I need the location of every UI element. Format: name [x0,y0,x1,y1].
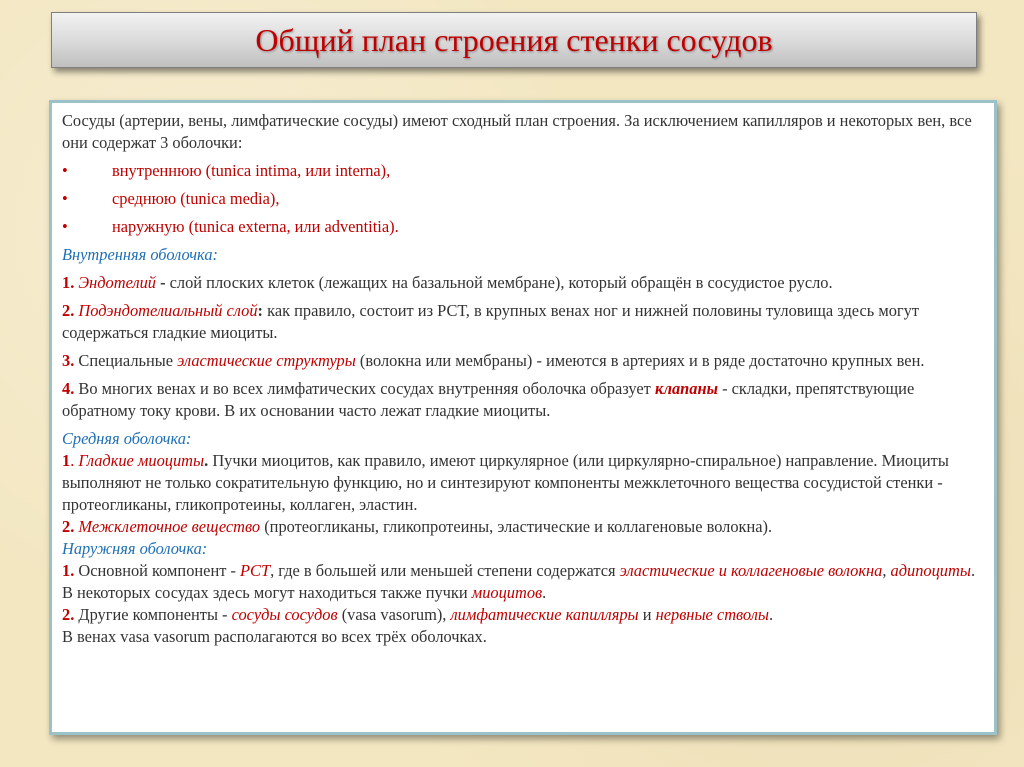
term: лимфатические капилляры [450,605,639,624]
bullet-item [62,216,984,238]
item-number: 1 [62,451,71,470]
term: сосуды сосудов [231,605,338,624]
paragraph-text: . [542,583,547,602]
bullet-icon: • [62,161,68,180]
paragraph-text: , [882,561,891,580]
paragraph-text: Основной компонент - [74,561,241,580]
term: эластические структуры [177,351,356,370]
term: нервные стволы [655,605,769,624]
paragraph-text: (протеогликаны, гликопротеины, эластические и коллагеновые волокна). [260,517,773,536]
paragraph-text: , где в большей или меньшей степени содержатся [270,561,620,580]
inner-paragraph-3 [62,350,984,372]
item-number: 1. [62,561,75,580]
paragraph-text: слой плоских клеток (лежащих на базальной мембране), который обращён в сосудистое русло. [169,273,833,292]
paragraph-text: Во многих венах и во всех лимфатических сосудах внутренняя оболочка образует [74,379,655,398]
inner-paragraph-1 [62,272,984,294]
bullet-text: наружную (tunica externa, или adventitia). [112,217,399,236]
bullet-item [62,188,984,210]
outer-heading: Наружняя оболочка: [62,539,208,558]
item-number: 2. [62,605,75,624]
bullet-text: внутреннюю (tunica intima, или interna), [112,161,391,180]
inner-paragraph-2 [62,300,984,344]
item-number: 2. [62,301,75,320]
item-number: 4. [62,379,75,398]
content-panel [49,100,997,735]
term: РСТ [240,561,271,580]
term: Гладкие миоциты [78,451,205,470]
term: Подэндотелиальный слой [78,301,258,320]
bullet-text: среднюю (tunica media), [112,189,280,208]
bullet-item [62,160,984,182]
separator: . [204,451,209,470]
paragraph-text: (vasa vasorum), [337,605,451,624]
term: Межклеточное вещество [78,517,261,536]
paragraph-text: (волокна или мембраны) - имеются в артериях и в ряде достаточно крупных вен. [355,351,925,370]
outer-paragraph-1 [62,560,984,604]
bullet-icon: • [62,217,68,236]
outer-paragraph-3: В венах vasa vasorum располагаются во всех трёх оболочках. [62,627,487,646]
middle-paragraph-1 [62,450,984,516]
term: миоцитов [471,583,543,602]
paragraph-text: Пучки миоцитов, как правило, имеют циркулярное (или циркулярно-спиральное) направление. Миоциты выполняют не только сократительную функцию, но и синтезируют компоненты межклеточного вещества сосудистой стенки - протеогликаны, гликопротеины, коллаген, эластин. [62,451,949,514]
paragraph-text: и [638,605,656,624]
paragraph-text: . [768,605,774,624]
paragraph-text: как правило, состоит из РСТ, в крупных венах ног и нижней половины туловища здесь могут содержаться гладкие миоциты. [62,301,919,342]
separator: : [257,301,263,320]
item-number: 1. [62,273,75,292]
middle-heading: Средняя оболочка: [62,429,192,448]
term: эластические и коллагеновые волокна [619,561,883,580]
title-bar [51,12,977,68]
intro-text: Сосуды (артерии, вены, лимфатические сосуды) имеют сходный план строения. За исключением капилляров и некоторых вен, все они содержат 3 оболочки: [62,111,972,152]
bullet-icon: • [62,189,68,208]
paragraph-text: Специальные [74,351,178,370]
separator: - [156,273,170,292]
paragraph-text: . В некоторых сосудах здесь могут находиться также пучки [62,561,976,602]
outer-paragraph-2 [62,604,984,626]
inner-heading: Внутренняя оболочка: [62,245,218,264]
term: Эндотелий [78,273,156,292]
paragraph-text: - складки, препятствующие обратному току крови. В их основании часто лежат гладкие миоциты. [62,379,915,420]
paragraph-text: Другие компоненты - [74,605,232,624]
slide-title: Общий план строения стенки сосудов [255,21,773,58]
item-number: 2. [62,517,75,536]
term: адипоциты [890,561,971,580]
item-number: 3. [62,351,75,370]
term: клапаны [654,379,718,398]
middle-paragraph-2 [62,516,984,538]
inner-paragraph-4 [62,378,984,422]
separator: . [70,451,79,470]
